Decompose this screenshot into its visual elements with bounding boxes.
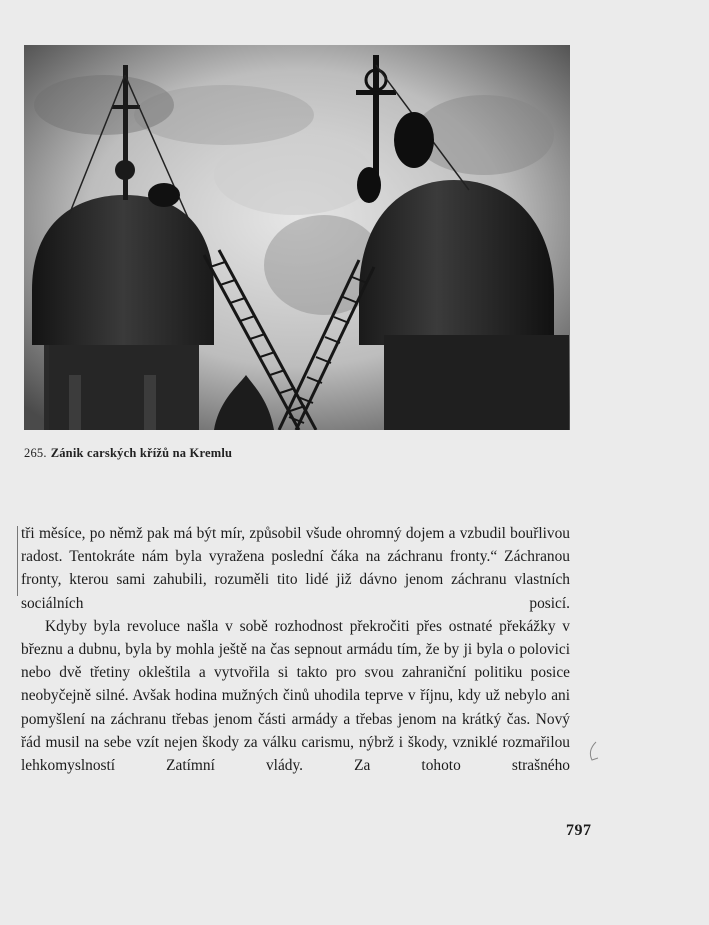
photo-illustration: [24, 45, 570, 430]
paragraph-2: Kdyby byla revoluce našla v sobě rozhodnost překročiti přes ostnaté překážky v březnu a dubnu, byla by mohla ještě na čas sepnout armádu tím, že by ji byla o polovici nebo dvě třetiny okleštila a vytvořila si takto pro svou zahraniční politiku posice neobyčejně silné. Avšak hodina mužných činů uhodila teprve v říjnu, kdy už nebylo ani pomyšlení na záchranu třebas jenom části armády a třebas jenom na krátký čas. Nový řád musil na sebe vzít nejen škody za válku carismu, nýbrž i škody, vzniklé rozmařilou lehkomyslností Zatímní vlády. Za tohoto strašného: [21, 617, 570, 775]
pencil-annotation-mark: [586, 740, 600, 764]
kremlin-domes-photograph: [24, 45, 570, 430]
paragraph-1: tři měsíce, po němž pak má být mír, způsobil všude ohromný dojem a vzbudil bouřlivou radost. Tentokráte nám byla vyražena poslední čáka na záchranu fronty.“ Záchranou fronty, kterou sami zahubili, rozuměli tito lidé již dávno jenom záchranu vlastních sociálních posicí.: [21, 525, 570, 612]
figure-caption: [24, 446, 232, 461]
margin-pencil-line: [17, 526, 18, 596]
page-number: 797: [566, 822, 592, 839]
figure-caption-text: Zánik carských křížů na Kremlu: [50, 446, 233, 460]
body-text: [21, 522, 570, 777]
figure-number: 265.: [24, 446, 47, 460]
